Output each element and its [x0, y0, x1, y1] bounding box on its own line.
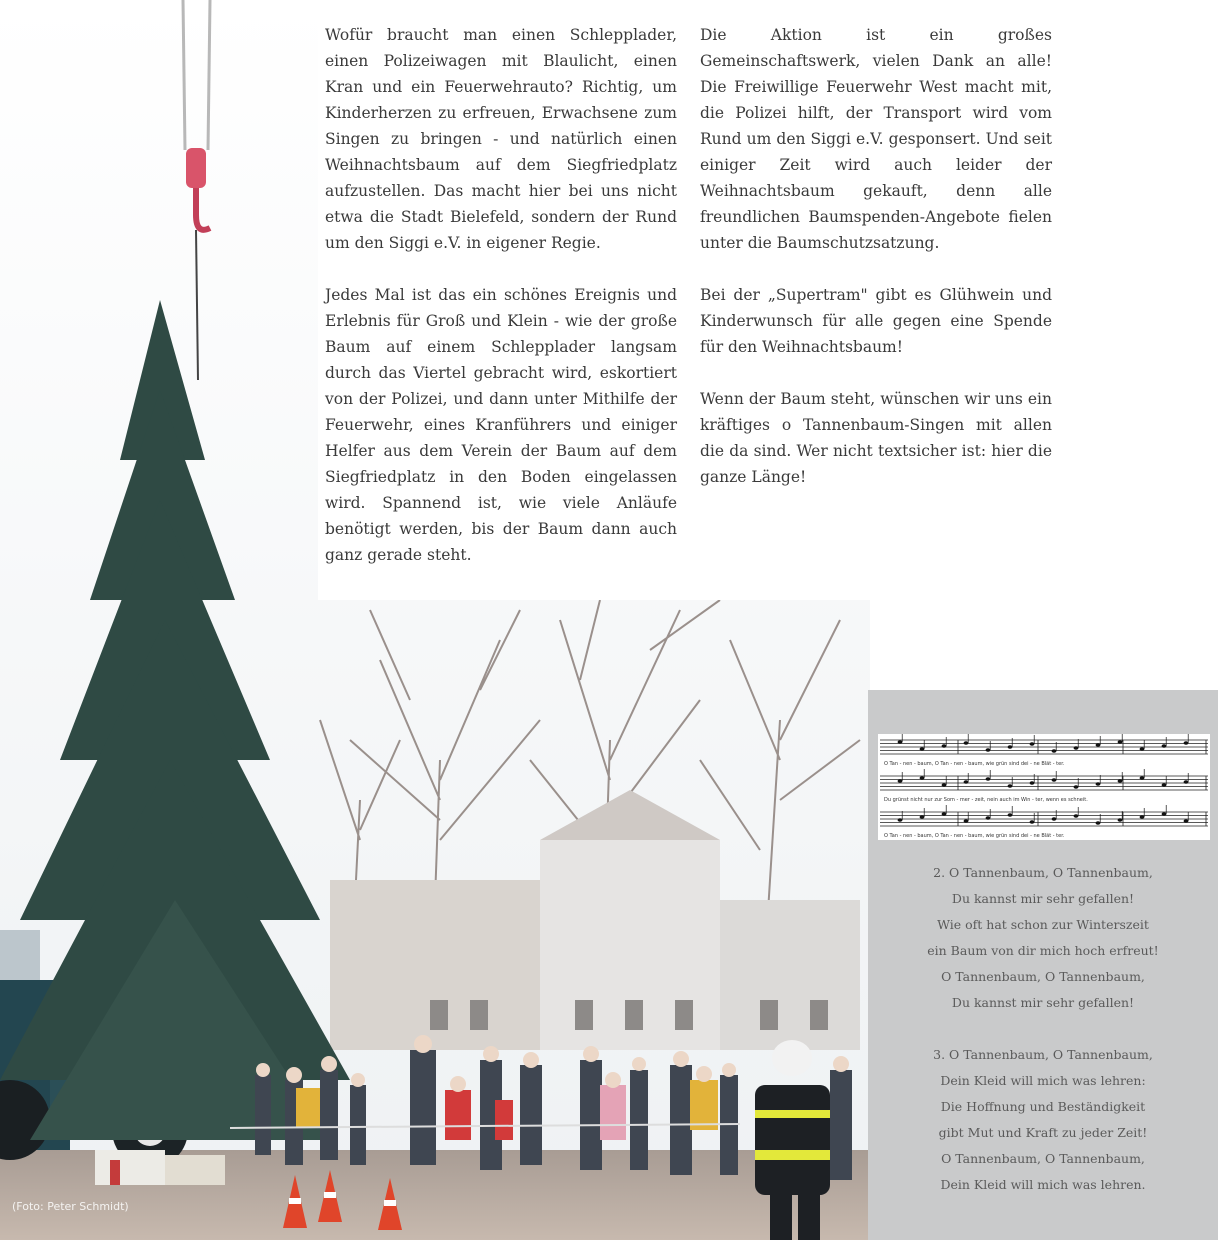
- note-head: [1096, 821, 1101, 825]
- note-head: [1162, 744, 1167, 748]
- verse-line: 3. O Tannenbaum, O Tannenbaum,: [933, 1047, 1153, 1062]
- note-head: [1140, 815, 1145, 819]
- note-head: [1118, 779, 1123, 783]
- article-paragraph: Wofür braucht man einen Schlepplader, einen Polizeiwagen mit Blaulicht, einen Kran und ein Feuerwehrauto? Richtig, um Kinderherzen zu erfreuen, Erwachsene zum Singen zu bringen - und natürlich einen Weihnachtsbaum auf dem Siegfriedplatz aufzustellen. Das macht hier bei uns nicht etwa die Stadt Bielefeld, sondern der Rund um den Siggi e.V. in eigener Regie.: [325, 26, 677, 252]
- article-paragraph: Wenn der Baum steht, wünschen wir uns ein kräftiges o Tannenbaum-Singen mit allen die da sind. Wer nicht textsicher ist: hier die ganze Länge!: [700, 390, 1052, 486]
- verse-line: O Tannenbaum, O Tannenbaum,: [941, 969, 1145, 984]
- verse-line: Dein Kleid will mich was lehren:: [940, 1073, 1146, 1088]
- note-head: [986, 777, 991, 781]
- score-lyric-line: O Tan - nen - baum, O Tan - nen - baum, wie grün sind dei - ne Blät - ter.: [884, 833, 1065, 839]
- note-head: [1052, 778, 1057, 782]
- note-head: [942, 783, 947, 787]
- note-head: [1008, 813, 1013, 817]
- note-head: [1140, 776, 1145, 780]
- score-lyric-line: Du grünst nicht nur zur Som - mer - zeit, nein auch im Win - ter, wenn es schneit.: [884, 797, 1088, 803]
- note-head: [1162, 812, 1167, 816]
- note-head: [920, 776, 925, 780]
- photo-caption: (Foto: Peter Schmidt): [12, 1200, 129, 1213]
- verse-line: Die Hoffnung und Beständigkeit: [940, 1099, 1146, 1114]
- verse-line: Wie oft hat schon zur Winterszeit: [937, 917, 1149, 932]
- note-head: [1074, 746, 1079, 750]
- verse-2: [868, 860, 1218, 1016]
- song-verses: [868, 860, 1218, 1224]
- note-head: [1096, 743, 1101, 747]
- note-head: [964, 819, 969, 823]
- note-head: [1184, 741, 1189, 745]
- note-head: [1074, 814, 1079, 818]
- article-paragraph: Die Aktion ist ein großes Gemeinschaftswerk, vielen Dank an alle! Die Freiwillige Feuerwehr West macht mit, die Polizei hilft, der Transport wird vom Rund um den Siggi e.V. gesponsert. Und seit einiger Zeit wird auch leider der Weihnachtsbaum gekauft, denn alle freundlichen Baumspenden-Angebote fielen unter die Baumschutzsatzung.: [700, 26, 1052, 252]
- note-head: [1008, 784, 1013, 788]
- note-head: [1118, 818, 1123, 822]
- note-head: [964, 741, 969, 745]
- verse-line: O Tannenbaum, O Tannenbaum,: [941, 1151, 1145, 1166]
- note-head: [1184, 819, 1189, 823]
- note-head: [1074, 785, 1079, 789]
- note-head: [1184, 780, 1189, 784]
- note-head: [1096, 782, 1101, 786]
- sheet-music: [878, 734, 1210, 840]
- note-head: [1008, 745, 1013, 749]
- article-right-column: [700, 22, 1052, 516]
- note-head: [1118, 740, 1123, 744]
- verse-line: 2. O Tannenbaum, O Tannenbaum,: [933, 865, 1153, 880]
- note-head: [1030, 742, 1035, 746]
- gift-boxes: [95, 1150, 225, 1185]
- note-head: [1140, 747, 1145, 751]
- note-head: [920, 747, 925, 751]
- verse-line: gibt Mut und Kraft zu jeder Zeit!: [938, 1125, 1148, 1140]
- note-head: [942, 744, 947, 748]
- verse-3: [868, 1042, 1218, 1198]
- note-head: [1052, 749, 1057, 753]
- note-head: [898, 779, 903, 783]
- verse-line: ein Baum von dir mich hoch erfreut!: [927, 943, 1159, 958]
- note-head: [1052, 817, 1057, 821]
- note-head: [942, 812, 947, 816]
- verse-line: Du kannst mir sehr gefallen!: [951, 995, 1135, 1010]
- note-head: [898, 740, 903, 744]
- note-head: [1030, 820, 1035, 824]
- article-paragraph: Bei der „Supertram" gibt es Glühwein und Kinderwunsch für alle gegen eine Spende für den Weihnachtsbaum!: [700, 286, 1052, 356]
- note-head: [1030, 781, 1035, 785]
- verse-line: Du kannst mir sehr gefallen!: [951, 891, 1135, 906]
- note-head: [964, 780, 969, 784]
- score-lyric-line: O Tan - nen - baum, O Tan - nen - baum, wie grün sind dei - ne Blät - ter.: [884, 761, 1065, 767]
- note-head: [898, 818, 903, 822]
- note-head: [920, 815, 925, 819]
- verse-line: Dein Kleid will mich was lehren.: [940, 1177, 1146, 1192]
- note-head: [986, 748, 991, 752]
- note-head: [986, 816, 991, 820]
- note-head: [1162, 783, 1167, 787]
- article-paragraph: Jedes Mal ist das ein schönes Ereignis und Erlebnis für Groß und Klein - wie der große Baum auf einem Schlepplader langsam durch das Viertel gebracht wird, eskortiert von der Polizei, und dann unter Mithilfe der Feuerwehr, eines Kranführers und einiger Helfer aus dem Verein der Baum auf dem Siegfriedplatz in den Boden eingelassen wird. Spannend ist, wie viele Anläufe benötigt werden, bis der Baum dann auch ganz gerade steht.: [325, 286, 677, 564]
- article-left-column: [325, 22, 677, 594]
